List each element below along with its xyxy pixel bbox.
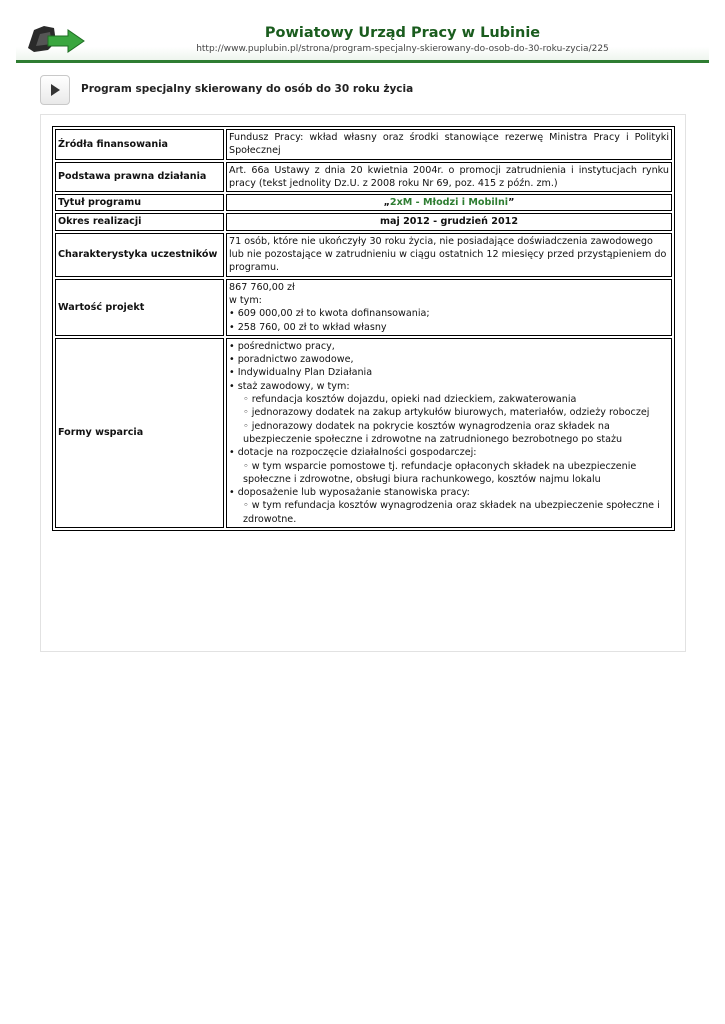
section-title: Program specjalny skierowany do osób do 30 roku życia (81, 83, 414, 95)
row-value-program-title (226, 194, 672, 211)
list-item: • 609 000,00 zł to kwota dofinansowania; (229, 308, 430, 320)
row-label-legal-basis: Podstawa prawna działania (55, 162, 224, 193)
section-arrow-button[interactable] (40, 75, 70, 105)
row-label-funding: Źródła finansowania (55, 129, 224, 160)
list-item: • 258 760, 00 zł to wkład własny (229, 321, 387, 333)
puplubin-logo[interactable] (26, 20, 86, 56)
table-row (55, 279, 672, 336)
sub-list-item: ◦ refundacja kosztów dojazdu, opieki nad dzieckiem, zakwaterowania (243, 394, 577, 406)
row-value-legal-basis: Art. 66a Ustawy z dnia 20 kwietnia 2004r. o promocji zatrudnienia i instytucjach rynku pracy (tekst jednolity Dz.U. z 2008 roku Nr 69, poz. 415 z późn. zm.) (226, 162, 672, 193)
arrow-right-icon (48, 83, 62, 97)
row-value-period: maj 2012 - grudzień 2012 (226, 213, 672, 230)
row-value-funding: Fundusz Pracy: wkład własny oraz środki stanowiące rezerwę Ministra Pracy i Polityki Społecznej (226, 129, 672, 160)
table-row (55, 194, 672, 211)
site-header (16, 16, 709, 63)
list-item: w tym: (229, 294, 262, 306)
list-item: • pośrednictwo pracy, (229, 340, 335, 352)
sub-list-item: ◦ w tym refundacja kosztów wynagrodzenia oraz składek na ubezpieczenie społeczne i zdrowotne. (243, 500, 660, 525)
content-panel (40, 114, 686, 652)
page-url[interactable]: http://www.puplubin.pl/strona/program-specjalny-skierowany-do-osob-do-30-roku-zycia/225 (196, 44, 609, 54)
table-row (55, 213, 672, 230)
list-item: • dotacje na rozpoczęcie działalności gospodarczej: (229, 447, 477, 459)
sub-list-item: ◦ jednorazowy dodatek na pokrycie kosztów wynagrodzenia oraz składek na ubezpieczenie społeczne i zdrowotne na zatrudnionego bezrobotnego po stażu (243, 420, 623, 445)
program-name: 2xM - Młodzi i Mobilni (389, 197, 509, 209)
site-title[interactable]: Powiatowy Urząd Pracy w Lubinie (264, 25, 541, 41)
table-row (55, 162, 672, 193)
quote-close: ” (508, 197, 515, 209)
row-value-project-value (226, 279, 672, 336)
program-info-table (52, 126, 675, 531)
row-label-participants: Charakterystyka uczestników (55, 233, 224, 277)
row-value-participants: 71 osób, które nie ukończyły 30 roku życia, nie posiadające doświadczenia zawodowego lub nie pozostające w zatrudnieniu w ciągu ostatnich 12 miesięcy przed przystąpieniem do programu. (226, 233, 672, 277)
row-label-project-value: Wartość projekt (55, 279, 224, 336)
sub-list-item: ◦ w tym wsparcie pomostowe tj. refundacje opłaconych składek na ubezpieczenie społeczne i zdrowotne, obsługi biura rachunkowego, kosztów najmu lokalu (243, 460, 637, 485)
row-label-program-title: Tytuł programu (55, 194, 224, 211)
table-row (55, 233, 672, 277)
list-item: • poradnictwo zawodowe, (229, 354, 354, 366)
table-row (55, 338, 672, 528)
table-row (55, 129, 672, 160)
row-label-period: Okres realizacji (55, 213, 224, 230)
list-item: • staż zawodowy, w tym: (229, 380, 350, 392)
list-item: • Indywidualny Plan Działania (229, 367, 373, 379)
row-value-support-forms (226, 338, 672, 528)
sub-list-item: ◦ jednorazowy dodatek na zakup artykułów biurowych, materiałów, odzieży roboczej (243, 407, 650, 419)
list-item: 867 760,00 zł (229, 281, 295, 293)
quote-open: „ (383, 197, 390, 209)
row-label-support-forms: Formy wsparcia (55, 338, 224, 528)
list-item: • doposażenie lub wyposażanie stanowiska pracy: (229, 487, 470, 499)
